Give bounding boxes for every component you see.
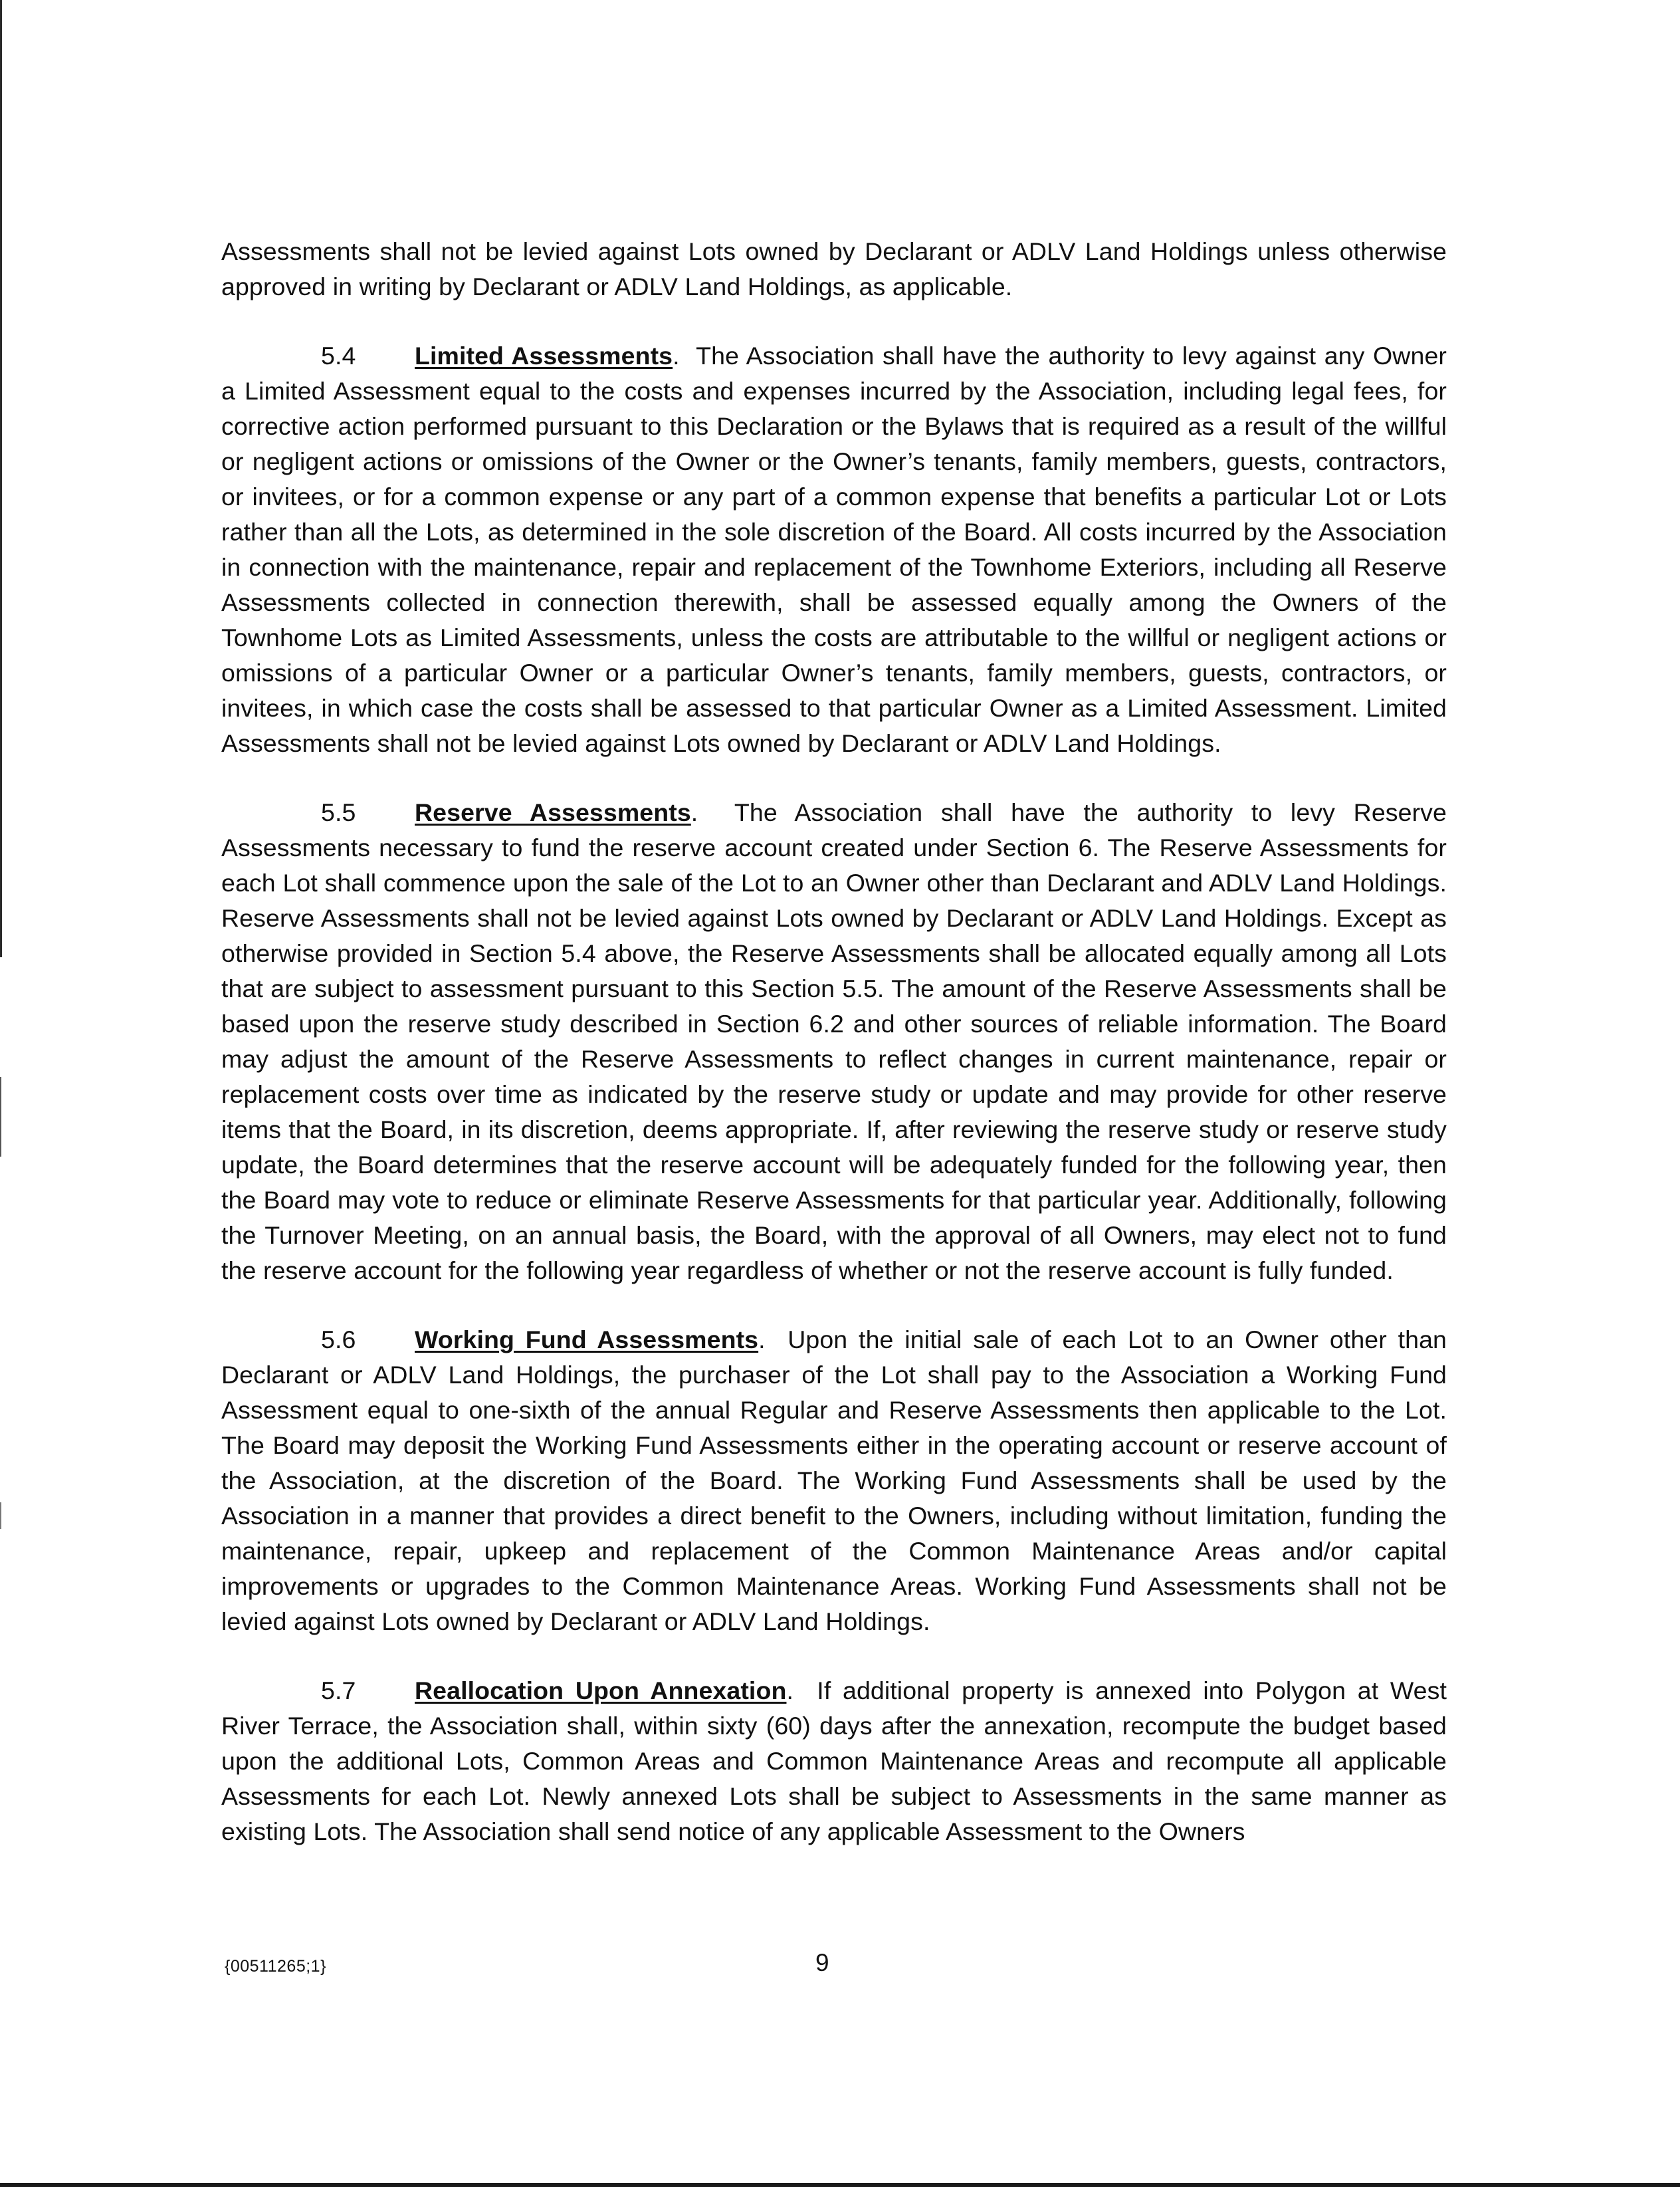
section-text: Upon the initial sale of each Lot to an Owner other than Declarant or ADLV Land Holdings, the purchaser of the Lot shall pay to the Association a Working Fund Assessment equal to one-sixth of the annual Regular and Reserve Assessments then applicable to the Lot. The Board may deposit the Working Fund Assessments either in the operating account or reserve account of the Association, at the discretion of the Board. The Working Fund Assessments shall be used by the Association in a manner that provides a direct benefit to the Owners, including without limitation, funding the maintenance, repair, upkeep and replacement of the Common Maintenance Areas and/or capital improvements or upgrades to the Common Maintenance Areas. Working Fund Assessments shall not be levied against Lots owned by Declarant or ADLV Land Holdings. (221, 1325, 1447, 1635)
section-5-5: 5.5 Reserve Assessments. The Association shall have the authority to levy Reserve Assessments necessary to fund the reserve account created under Section 6. The Reserve Assessments for each Lot shall commence upon the sale of the Lot to an Owner other than Declarant and ADLV Land Holdings. Reserve Assessments shall not be levied against Lots owned by Declarant or ADLV Land Holdings. Except as otherwise provided in Section 5.4 above, the Reserve Assessments shall be allocated equally among all Lots that are subject to assessment pursuant to this Section 5.5. The amount of the Reserve Assessments shall be based upon the reserve study described in Section 6.2 and other sources of reliable information. The Board may adjust the amount of the Reserve Assessments to reflect changes in current maintenance, repair or replacement costs over time as indicated by the reserve study or update and may provide for other reserve items that the Board, in its discretion, deems appropriate. If, after reviewing the reserve study or reserve study update, the Board determines that the reserve account will be adequately funded for the following year, then the Board may vote to reduce or eliminate Reserve Assessments for that particular year. Additionally, following the Turnover Meeting, on an annual basis, the Board, with the approval of all Owners, may elect not to fund the reserve account for the following year regardless of whether or not the reserve account is fully funded. (221, 795, 1447, 1288)
section-5-4: 5.4 Limited Assessments. The Association shall have the authority to levy against any Owner a Limited Assessment equal to the costs and expenses incurred by the Association, including legal fees, for corrective action performed pursuant to this Declaration or the Bylaws that is required as a result of the willful or negligent actions or omissions of the Owner or the Owner’s tenants, family members, guests, contractors, or invitees, or for a common expense or any part of a common expense that benefits a particular Lot or Lots rather than all the Lots, as determined in the sole discretion of the Board. All costs incurred by the Association in connection with the maintenance, repair and replacement of the Townhome Exteriors, including all Reserve Assessments collected in connection therewith, shall be assessed equally among the Owners of the Townhome Lots as Limited Assessments, unless the costs are attributable to the willful or negligent actions or omissions of a particular Owner or a particular Owner’s tenants, family members, guests, contractors, or invitees, in which case the costs shall be assessed to that particular Owner as a Limited Assessment. Limited Assessments shall not be levied against Lots owned by Declarant or ADLV Land Holdings. (221, 338, 1447, 761)
section-number: 5.6 (321, 1325, 356, 1353)
scan-edge-line (0, 1077, 1, 1157)
section-heading: Working Fund Assessments (415, 1325, 759, 1353)
scan-edge-line (0, 1502, 1, 1529)
section-number: 5.5 (321, 798, 356, 826)
section-text: The Association shall have the authority to levy against any Owner a Limited Assessment equal to the costs and expenses incurred by the Association, including legal fees, for corrective action performed pursuant to this Declaration or the Bylaws that is required as a result of the willful or negligent actions or omissions of the Owner or the Owner’s tenants, family members, guests, contractors, or invitees, or for a common expense or any part of a common expense that benefits a particular Lot or Lots rather than all the Lots, as determined in the sole discretion of the Board. All costs incurred by the Association in connection with the maintenance, repair and replacement of the Townhome Exteriors, including all Reserve Assessments collected in connection therewith, shall be assessed equally among the Owners of the Townhome Lots as Limited Assessments, unless the costs are attributable to the willful or negligent actions or omissions of a particular Owner or a particular Owner’s tenants, family members, guests, contractors, or invitees, in which case the costs shall be assessed to that particular Owner as a Limited Assessment. Limited Assessments shall not be levied against Lots owned by Declarant or ADLV Land Holdings. (221, 342, 1447, 757)
intro-paragraph: Assessments shall not be levied against Lots owned by Declarant or ADLV Land Holdings unless otherwise approved in writing by Declarant or ADLV Land Holdings, as applicable. (221, 237, 1447, 300)
footer-document-id: {00511265;1} (225, 1957, 326, 1976)
section-number: 5.7 (321, 1676, 356, 1704)
section-text: If additional property is annexed into Polygon at West River Terrace, the Association shall, within sixty (60) days after the annexation, recompute the budget based upon the additional Lots, Common Areas and Common Maintenance Areas and recompute all applicable Assessments for each Lot. Newly annexed Lots shall be subject to Assessments in the same manner as existing Lots. The Association shall send notice of any applicable Assessment to the Owners (221, 1676, 1447, 1845)
scan-edge-line (0, 0, 2, 957)
section-heading: Reserve Assessments (415, 798, 691, 826)
section-heading: Reallocation Upon Annexation (415, 1676, 787, 1704)
section-number: 5.4 (321, 342, 356, 370)
section-heading: Limited Assessments (415, 342, 673, 370)
section-5-6: 5.6 Working Fund Assessments. Upon the initial sale of each Lot to an Owner other than Declarant or ADLV Land Holdings, the purchaser of the Lot shall pay to the Association a Working Fund Assessment equal to one-sixth of the annual Regular and Reserve Assessments then applicable to the Lot. The Board may deposit the Working Fund Assessments either in the operating account or reserve account of the Association, at the discretion of the Board. The Working Fund Assessments shall be used by the Association in a manner that provides a direct benefit to the Owners, including without limitation, funding the maintenance, repair, upkeep and replacement of the Common Maintenance Areas and/or capital improvements or upgrades to the Common Maintenance Areas. Working Fund Assessments shall not be levied against Lots owned by Declarant or ADLV Land Holdings. (221, 1322, 1447, 1639)
document-body (221, 234, 1447, 1883)
footer-page-number: 9 (815, 1949, 829, 1976)
section-5-7: 5.7 Reallocation Upon Annexation. If additional property is annexed into Polygon at West River Terrace, the Association shall, within sixty (60) days after the annexation, recompute the budget based upon the additional Lots, Common Areas and Common Maintenance Areas and recompute all applicable Assessments for each Lot. Newly annexed Lots shall be subject to Assessments in the same manner as existing Lots. The Association shall send notice of any applicable Assessment to the Owners (221, 1673, 1447, 1849)
scan-bottom-edge (0, 2183, 1680, 2187)
section-text: The Association shall have the authority to levy Reserve Assessments necessary to fund the reserve account created under Section 6. The Reserve Assessments for each Lot shall commence upon the sale of the Lot to an Owner other than Declarant and ADLV Land Holdings. Reserve Assessments shall not be levied against Lots owned by Declarant or ADLV Land Holdings. Except as otherwise provided in Section 5.4 above, the Reserve Assessments shall be allocated equally among all Lots that are subject to assessment pursuant to this Section 5.5. The amount of the Reserve Assessments shall be based upon the reserve study described in Section 6.2 and other sources of reliable information. The Board may adjust the amount of the Reserve Assessments to reflect changes in current maintenance, repair or replacement costs over time as indicated by the reserve study or update and may provide for other reserve items that the Board, in its discretion, deems appropriate. If, after reviewing the reserve study or reserve study update, the Board determines that the reserve account will be adequately funded for the following year, then the Board may vote to reduce or eliminate Reserve Assessments for that particular year. Additionally, following the Turnover Meeting, on an annual basis, the Board, with the approval of all Owners, may elect not to fund the reserve account for the following year regardless of whether or not the reserve account is fully funded. (221, 798, 1447, 1284)
